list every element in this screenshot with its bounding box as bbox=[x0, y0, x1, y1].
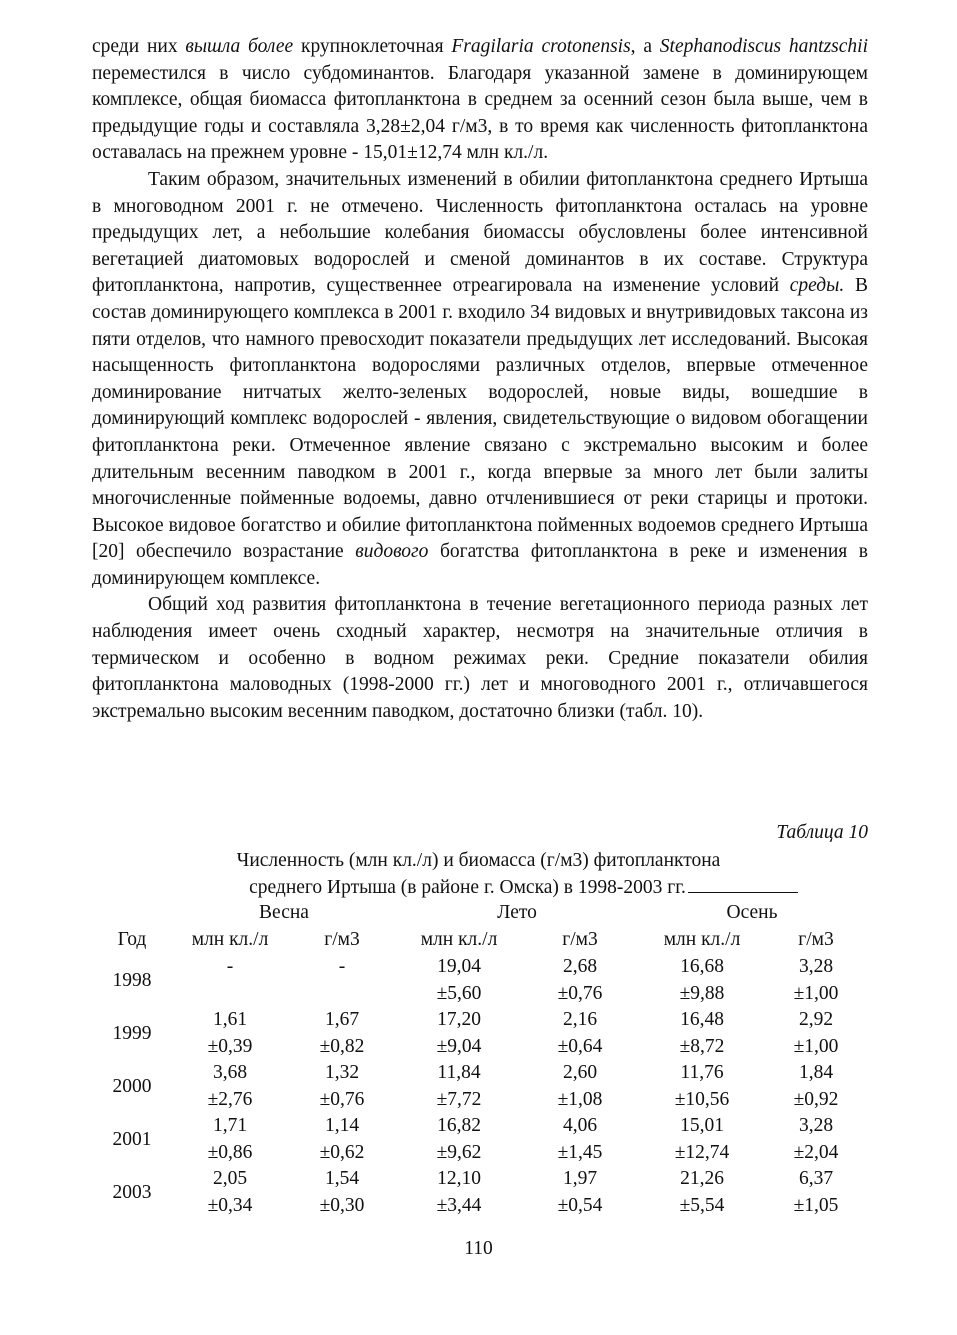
mean-cell: 2,05 bbox=[212, 1168, 248, 1190]
text-run: Общий ход развития фитопланктона в течение вегетационного периода разных лет наблюдения имеет очень сходный характер, несмотря на значительные отличия в термическом и особенно в водном режимах реки. Средние показатели обилия фитопланктона маловодных (1998-2000 гг.) лет и многоводного 2001 г., отличавшегося экстремально высоким весенним паводком, достаточно близки (табл. 10). bbox=[92, 594, 868, 722]
unit-header: г/м3 bbox=[562, 929, 598, 950]
unit-header: млн кл./л bbox=[663, 929, 741, 950]
error-cell: ±0,86 bbox=[207, 1141, 253, 1163]
season-header-autumn: Осень bbox=[726, 902, 778, 923]
mean-cell: 3,68 bbox=[212, 1062, 248, 1084]
error-cell: ±1,45 bbox=[557, 1141, 603, 1163]
season-header-spring: Весна bbox=[259, 902, 309, 923]
error-cell: ±12,74 bbox=[674, 1141, 730, 1163]
mean-cell: 1,71 bbox=[212, 1115, 248, 1137]
error-cell: ±0,39 bbox=[207, 1035, 253, 1057]
year-cell: 2001 bbox=[112, 1128, 152, 1150]
mean-cell: 12,10 bbox=[437, 1168, 481, 1190]
mean-cell: 3,28 bbox=[798, 956, 834, 978]
text-run: среди них bbox=[92, 36, 186, 57]
mean-cell: 1,32 bbox=[324, 1062, 360, 1084]
text-run: , а bbox=[630, 36, 660, 57]
error-cell: ±0,34 bbox=[207, 1194, 253, 1216]
year-cell: 2003 bbox=[112, 1181, 152, 1203]
error-cell: ±9,62 bbox=[436, 1141, 482, 1163]
year-cell: 2000 bbox=[112, 1075, 152, 1097]
error-cell: ±8,72 bbox=[679, 1035, 725, 1057]
text-run: переместился в число субдоминантов. Благодаря указанной замене в доминирующем комплексе, общая биомасса фитопланктона в среднем за осенний сезон была выше, чем в предыдущие годы и составляла 3,28±2,04 г/м3, в то время как численность фитопланктона оставалась на прежнем уровне - 15,01±12,74 млн кл./л. bbox=[92, 62, 868, 164]
mean-cell: 17,20 bbox=[437, 1009, 481, 1031]
italic-text: Stephanodiscus hantzschii bbox=[659, 36, 869, 57]
unit-header: г/м3 bbox=[798, 929, 834, 950]
mean-cell: - bbox=[226, 956, 234, 978]
error-cell: ±0,64 bbox=[557, 1035, 603, 1057]
mean-cell: 16,68 bbox=[680, 956, 724, 978]
table-row-means bbox=[92, 1007, 866, 1034]
mean-cell: 19,04 bbox=[437, 956, 481, 978]
table-title-line-2-text: среднего Иртыша (в районе г. Омска) в 1998-2003 гг. bbox=[249, 877, 686, 898]
error-cell bbox=[172, 981, 288, 1008]
error-cell bbox=[288, 981, 396, 1008]
mean-cell: 1,61 bbox=[212, 1009, 248, 1031]
mean-cell: - bbox=[338, 956, 346, 978]
mean-cell: 1,14 bbox=[324, 1115, 360, 1137]
error-cell: ±9,88 bbox=[679, 982, 725, 1004]
error-cell: ±1,00 bbox=[793, 982, 839, 1004]
mean-cell: 1,84 bbox=[798, 1062, 834, 1084]
unit-header: млн кл./л bbox=[191, 929, 269, 950]
mean-cell: 3,28 bbox=[798, 1115, 834, 1137]
italic-text: вышла более bbox=[185, 36, 294, 57]
mean-cell: 6,37 bbox=[798, 1168, 834, 1190]
text-run: В состав доминирующего комплекса в 2001 г. входило 34 видовых и внутривидовых таксона из пяти отделов, что намного превосходит показатели предыдущих лет исследований. Высокая насыщенность фитопланктона водорослями различных отделов, впервые отмеченное доминирование нитчатых желто-зеленых водорослей, новые виды, вошедшие в доминирующий комплекс водорослей - явления, свидетельствующие о видовом обогащении фитопланктона реки. Отмеченное явление связано с экстремально высоким и более длительным весенним паводком в 2001 г., когда впервые за много лет были залиты многочисленные пойменные водоемы, давно отчленившиеся от реки старицы и протоки. Высокое видовое богатство и обилие фитопланктона пойменных водоемов среднего Иртыша [20] обеспечило возрастание bbox=[92, 275, 868, 563]
table-row-errors bbox=[92, 1193, 866, 1220]
mean-cell: 15,01 bbox=[680, 1115, 724, 1137]
table-row-errors bbox=[92, 1140, 866, 1167]
mean-cell: 16,82 bbox=[437, 1115, 481, 1137]
error-cell: ±3,44 bbox=[436, 1194, 482, 1216]
mean-cell: 11,84 bbox=[437, 1062, 481, 1084]
text-run: Таким образом, значительных изменений в обилии фитопланктона среднего Иртыша в многоводном 2001 г. не отмечено. Численность фитопланктона осталась на уровне предыдущих лет, а небольшие колебания биомассы обусловлены более интенсивной вегетацией диатомовых водорослей и сменой доминантов в их составе. Структура фитопланктона, напротив, существеннее отреагировала на изменение условий bbox=[92, 168, 868, 297]
error-cell: ±7,72 bbox=[436, 1088, 482, 1110]
table-title-line-2 bbox=[0, 874, 957, 901]
unit-header: г/м3 bbox=[324, 929, 360, 950]
table-title-line-1: Численность (млн кл./л) и биомасса (г/м3) фитопланктона bbox=[236, 850, 721, 871]
table-row-means bbox=[92, 1060, 866, 1087]
table-row-errors bbox=[92, 1034, 866, 1061]
error-cell: ±1,08 bbox=[557, 1088, 603, 1110]
mean-cell: 4,06 bbox=[562, 1115, 598, 1137]
mean-cell: 16,48 bbox=[680, 1009, 724, 1031]
table-title bbox=[0, 847, 957, 901]
phytoplankton-table bbox=[92, 900, 866, 1219]
table-row-errors bbox=[92, 981, 866, 1008]
error-cell: ±9,04 bbox=[436, 1035, 482, 1057]
table-label: Таблица 10 bbox=[776, 822, 868, 843]
mean-cell: 11,76 bbox=[680, 1062, 724, 1084]
error-cell: ±1,05 bbox=[793, 1194, 839, 1216]
error-cell: ±5,60 bbox=[436, 982, 482, 1004]
text-run: богатства фитопланктона в реке и изменения в доминирующем комплексе. bbox=[92, 541, 868, 589]
body-text bbox=[92, 34, 868, 725]
table-row-means bbox=[92, 954, 866, 981]
page-number: 110 bbox=[464, 1238, 493, 1259]
unit-header: млн кл./л bbox=[420, 929, 498, 950]
error-cell: ±0,92 bbox=[793, 1088, 839, 1110]
table-row-means bbox=[92, 1166, 866, 1193]
header-empty bbox=[92, 900, 172, 926]
mean-cell: 1,54 bbox=[324, 1168, 360, 1190]
italic-text: видового bbox=[355, 541, 429, 563]
error-cell: ±0,30 bbox=[319, 1194, 365, 1216]
season-header-summer: Лето bbox=[497, 902, 537, 923]
error-cell: ±0,54 bbox=[557, 1194, 603, 1216]
paragraph bbox=[92, 34, 868, 167]
error-cell: ±2,76 bbox=[207, 1088, 253, 1110]
table-row-errors bbox=[92, 1087, 866, 1114]
table-body bbox=[92, 954, 866, 1219]
year-cell: 1998 bbox=[112, 969, 152, 991]
text-run: крупноклеточная bbox=[293, 36, 452, 57]
year-header: Год bbox=[117, 929, 147, 950]
paragraph bbox=[92, 592, 868, 725]
error-cell: ±0,76 bbox=[319, 1088, 365, 1110]
mean-cell: 2,68 bbox=[562, 956, 598, 978]
mean-cell: 2,92 bbox=[798, 1009, 834, 1031]
italic-text: Fragilaria crotonensis bbox=[451, 36, 631, 57]
title-underline bbox=[688, 892, 798, 893]
table-row-means bbox=[92, 1113, 866, 1140]
italic-text: среды. bbox=[789, 275, 845, 297]
error-cell: ±0,62 bbox=[319, 1141, 365, 1163]
error-cell: ±2,04 bbox=[793, 1141, 839, 1163]
mean-cell: 1,67 bbox=[324, 1009, 360, 1031]
mean-cell: 2,16 bbox=[562, 1009, 598, 1031]
mean-cell: 2,60 bbox=[562, 1062, 598, 1084]
mean-cell: 1,97 bbox=[562, 1168, 598, 1190]
mean-cell: 21,26 bbox=[680, 1168, 724, 1190]
error-cell: ±1,00 bbox=[793, 1035, 839, 1057]
error-cell: ±0,82 bbox=[319, 1035, 365, 1057]
error-cell: ±0,76 bbox=[557, 982, 603, 1004]
year-cell: 1999 bbox=[112, 1022, 152, 1044]
error-cell: ±10,56 bbox=[674, 1088, 730, 1110]
paragraph bbox=[92, 167, 868, 593]
error-cell: ±5,54 bbox=[679, 1194, 725, 1216]
